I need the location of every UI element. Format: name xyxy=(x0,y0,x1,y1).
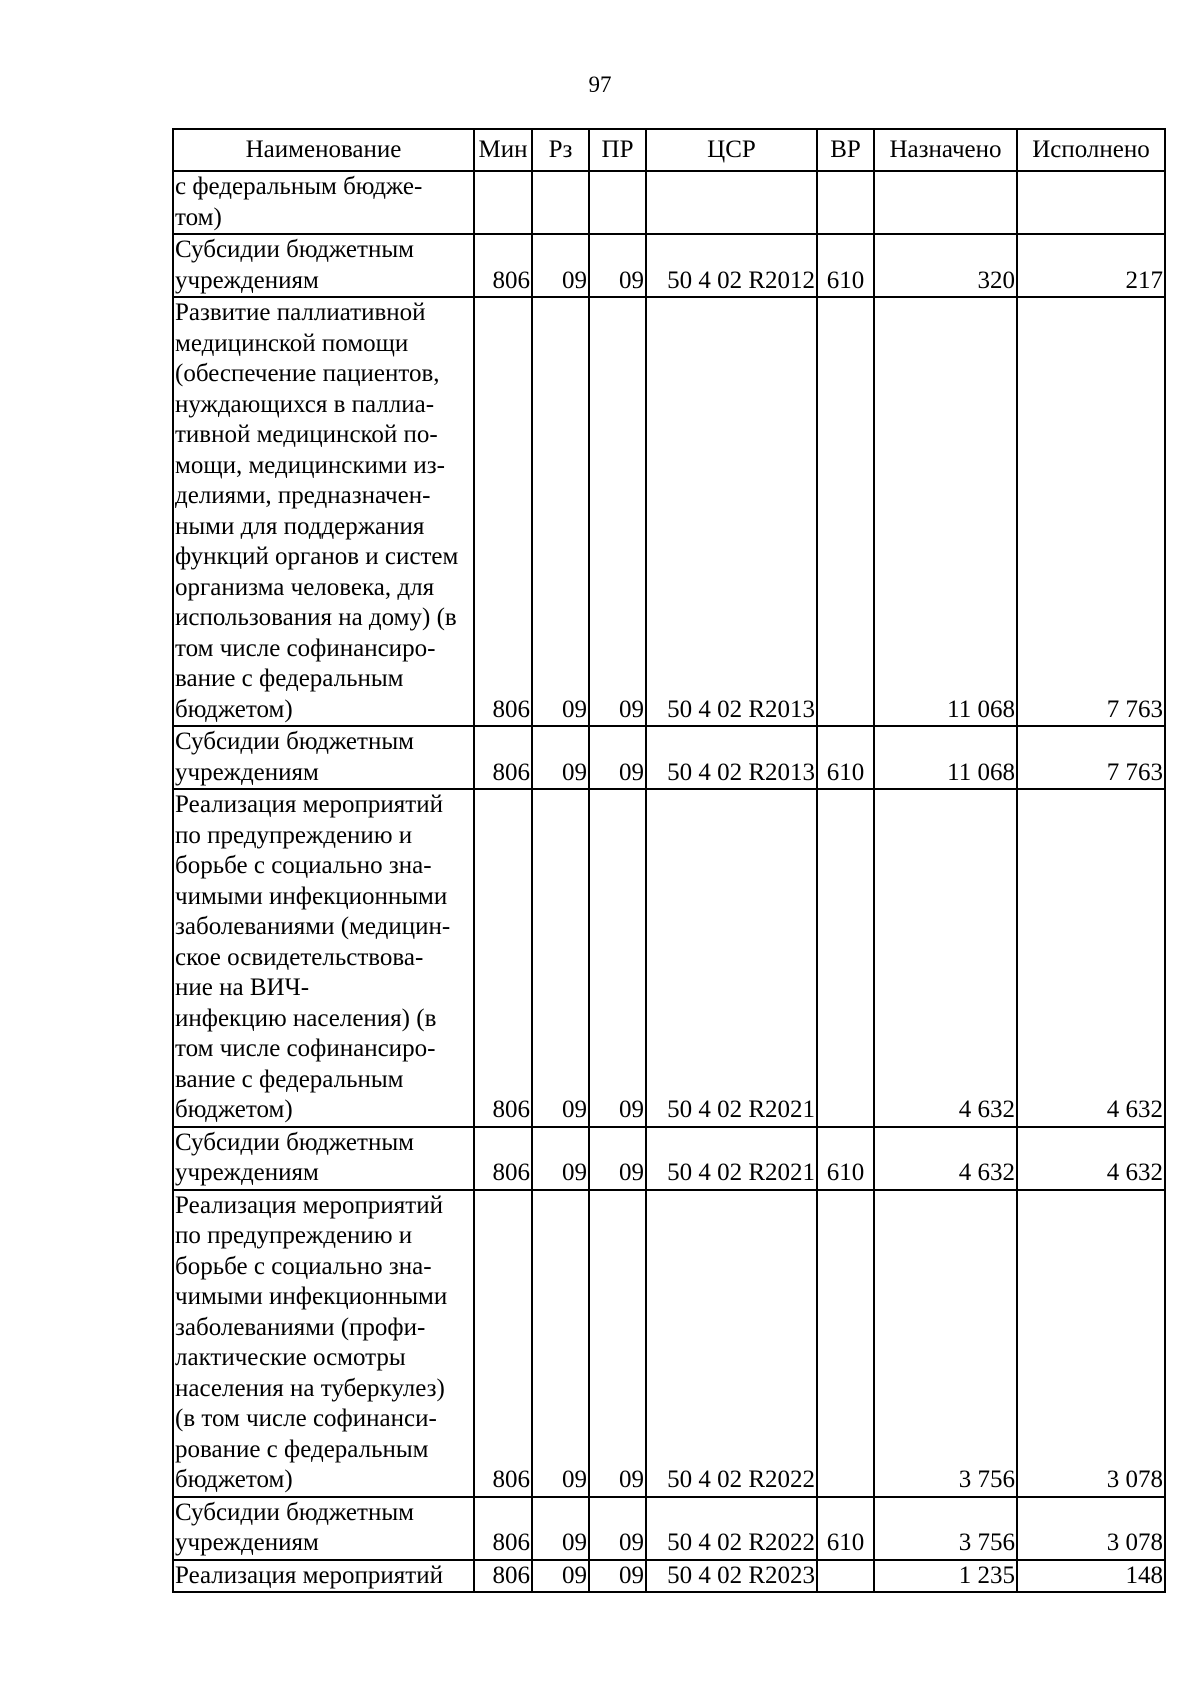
cell-name: Развитие паллиативной медицинской помощи (обеспечение пациентов, нуждающихся в паллиа- тивной медицинской по- мощи, медицинскими из- делиями, предназначен- ными для поддержания функций органов и систем организма человека, для использования на дому) (в том числе софинансиро- вание с федеральным бюджетом) xyxy=(173,297,474,726)
cell-vr: 610 xyxy=(817,1497,874,1560)
header-min: Мин xyxy=(474,129,532,171)
table-row xyxy=(173,1190,1165,1497)
cell-csr xyxy=(646,171,817,234)
header-name: Наименование xyxy=(173,129,474,171)
cell-executed xyxy=(1017,171,1165,234)
cell-rz: 09 xyxy=(532,789,589,1127)
cell-csr: 50 4 02 R2013 xyxy=(646,726,817,789)
cell-vr xyxy=(817,297,874,726)
cell-assigned: 4 632 xyxy=(874,789,1017,1127)
cell-rz: 09 xyxy=(532,1190,589,1497)
cell-min: 806 xyxy=(474,789,532,1127)
table-row xyxy=(173,726,1165,789)
cell-assigned: 3 756 xyxy=(874,1497,1017,1560)
page-number: 97 xyxy=(588,72,612,97)
cell-rz: 09 xyxy=(532,1560,589,1593)
cell-executed: 217 xyxy=(1017,234,1165,297)
cell-name: Реализация мероприятий по предупреждению и борьбе с социально зна- чимыми инфекционными заболеваниями (медицин- ское освидетельствова- ние на ВИЧ- инфекцию населения) (в том числе софинансиро- вание с федеральным бюджетом) xyxy=(173,789,474,1127)
cell-assigned: 4 632 xyxy=(874,1127,1017,1190)
table-row xyxy=(173,234,1165,297)
table-row xyxy=(173,171,1165,234)
cell-min: 806 xyxy=(474,726,532,789)
cell-assigned: 3 756 xyxy=(874,1190,1017,1497)
header-pr: ПР xyxy=(589,129,646,171)
cell-pr: 09 xyxy=(589,1190,646,1497)
cell-pr: 09 xyxy=(589,297,646,726)
cell-csr: 50 4 02 R2023 xyxy=(646,1560,817,1593)
cell-rz: 09 xyxy=(532,234,589,297)
cell-rz: 09 xyxy=(532,1497,589,1560)
cell-min: 806 xyxy=(474,1190,532,1497)
table-row xyxy=(173,297,1165,726)
cell-assigned xyxy=(874,171,1017,234)
cell-pr: 09 xyxy=(589,1560,646,1593)
table-row xyxy=(173,1127,1165,1190)
cell-csr: 50 4 02 R2012 xyxy=(646,234,817,297)
cell-executed: 4 632 xyxy=(1017,789,1165,1127)
table-header-row xyxy=(173,129,1165,171)
header-vr: ВР xyxy=(817,129,874,171)
table-row xyxy=(173,1560,1165,1593)
cell-csr: 50 4 02 R2022 xyxy=(646,1497,817,1560)
cell-vr: 610 xyxy=(817,234,874,297)
cell-csr: 50 4 02 R2021 xyxy=(646,1127,817,1190)
cell-rz xyxy=(532,171,589,234)
cell-assigned: 320 xyxy=(874,234,1017,297)
cell-min: 806 xyxy=(474,1497,532,1560)
table-row xyxy=(173,1497,1165,1560)
cell-executed: 7 763 xyxy=(1017,726,1165,789)
cell-assigned: 11 068 xyxy=(874,726,1017,789)
cell-min: 806 xyxy=(474,1560,532,1593)
table-row xyxy=(173,789,1165,1127)
cell-assigned: 1 235 xyxy=(874,1560,1017,1593)
cell-csr: 50 4 02 R2022 xyxy=(646,1190,817,1497)
cell-name: Реализация мероприятий по предупреждению и борьбе с социально зна- чимыми инфекционными заболеваниями (профи- лактические осмотры населения на туберкулез) (в том числе софинанси- рование с федеральным бюджетом) xyxy=(173,1190,474,1497)
header-assigned: Назначено xyxy=(874,129,1017,171)
header-csr: ЦСР xyxy=(646,129,817,171)
cell-vr xyxy=(817,1560,874,1593)
cell-pr: 09 xyxy=(589,789,646,1127)
cell-pr: 09 xyxy=(589,1127,646,1190)
cell-name: Субсидии бюджетным учреждениям xyxy=(173,1497,474,1560)
cell-assigned: 11 068 xyxy=(874,297,1017,726)
cell-executed: 3 078 xyxy=(1017,1497,1165,1560)
cell-pr: 09 xyxy=(589,234,646,297)
header-executed: Исполнено xyxy=(1017,129,1165,171)
cell-vr xyxy=(817,1190,874,1497)
cell-vr: 610 xyxy=(817,1127,874,1190)
cell-min xyxy=(474,171,532,234)
cell-min: 806 xyxy=(474,297,532,726)
cell-min: 806 xyxy=(474,234,532,297)
cell-rz: 09 xyxy=(532,297,589,726)
budget-table xyxy=(172,128,1166,1593)
cell-vr xyxy=(817,171,874,234)
cell-vr: 610 xyxy=(817,726,874,789)
cell-csr: 50 4 02 R2013 xyxy=(646,297,817,726)
cell-csr: 50 4 02 R2021 xyxy=(646,789,817,1127)
cell-min: 806 xyxy=(474,1127,532,1190)
cell-executed: 7 763 xyxy=(1017,297,1165,726)
cell-pr xyxy=(589,171,646,234)
cell-executed: 4 632 xyxy=(1017,1127,1165,1190)
cell-executed: 3 078 xyxy=(1017,1190,1165,1497)
cell-pr: 09 xyxy=(589,726,646,789)
cell-name: Субсидии бюджетным учреждениям xyxy=(173,234,474,297)
cell-name: Субсидии бюджетным учреждениям xyxy=(173,1127,474,1190)
cell-rz: 09 xyxy=(532,1127,589,1190)
cell-pr: 09 xyxy=(589,1497,646,1560)
cell-vr xyxy=(817,789,874,1127)
cell-executed: 148 xyxy=(1017,1560,1165,1593)
cell-name: с федеральным бюдже- том) xyxy=(173,171,474,234)
cell-name: Субсидии бюджетным учреждениям xyxy=(173,726,474,789)
cell-name: Реализация мероприятий xyxy=(173,1560,474,1593)
header-rz: Рз xyxy=(532,129,589,171)
cell-rz: 09 xyxy=(532,726,589,789)
